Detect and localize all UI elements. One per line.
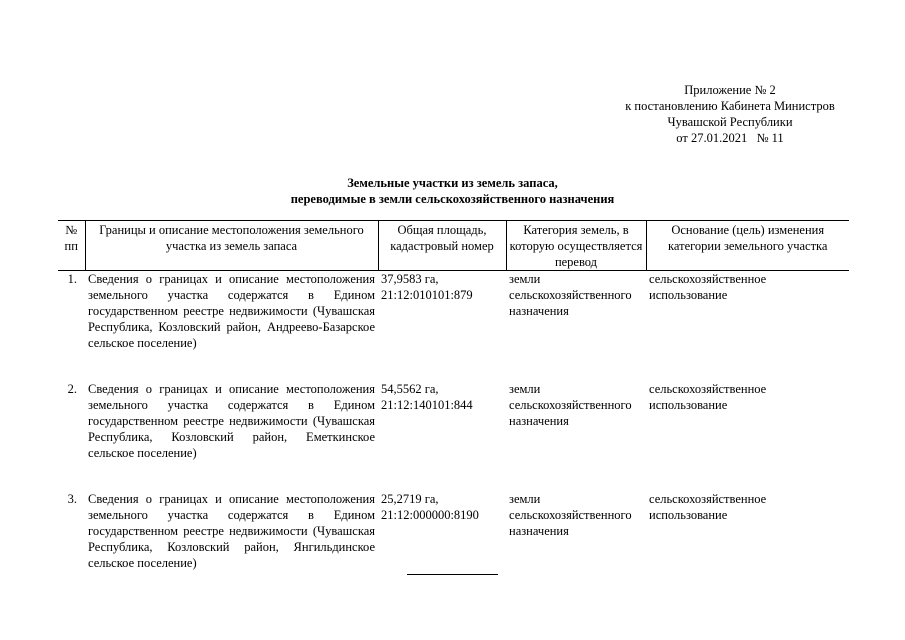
- row-area-value: 54,5562 га,: [381, 382, 439, 396]
- row-area: [378, 271, 506, 352]
- document-title-line1: Земельные участки из земель запаса,: [347, 176, 558, 190]
- row-cadastral-number: 21:12:000000:8190: [381, 508, 479, 522]
- appendix-title: Приложение № 2: [684, 83, 776, 97]
- appendix-header: [600, 82, 860, 146]
- header-area: Общая площадь, кадастровый номер: [378, 221, 506, 271]
- row-number: 3.: [67, 492, 77, 506]
- row-description: Сведения о границах и описание местоположения земельного участка содержатся в Едином государственном реестре недвижимости (Чувашская Республика, Козловский район, Янгильдинское сельское поселение): [88, 492, 375, 570]
- appendix-republic: Чувашской Республики: [667, 115, 793, 129]
- row-basis: сельскохозяйственное использование: [649, 382, 767, 412]
- land-plots-table: [58, 220, 849, 571]
- row-cadastral-number: 21:12:010101:879: [381, 288, 473, 302]
- document-title-line2: переводимые в земли сельскохозяйственного назначения: [290, 192, 615, 206]
- header-basis: Основание (цель) изменения категории земельного участка: [646, 221, 849, 271]
- row-basis: сельскохозяйственное использование: [649, 272, 767, 302]
- row-description: Сведения о границах и описание местоположения земельного участка содержатся в Едином государственном реестре недвижимости (Чувашская Республика, Козловский район, Андреево-Базарское сельское поселение): [88, 272, 375, 350]
- row-category: земли сельскохозяйственного назначения: [509, 492, 632, 538]
- row-spacer: [58, 461, 849, 491]
- appendix-resolution: к постановлению Кабинета Министров: [625, 99, 835, 113]
- row-basis: сельскохозяйственное использование: [649, 492, 767, 522]
- table-header-row: [58, 221, 849, 271]
- header-number: № пп: [58, 221, 85, 271]
- row-category: земли сельскохозяйственного назначения: [509, 382, 632, 428]
- table-row: [58, 381, 849, 461]
- row-area: [378, 381, 506, 461]
- header-category: Категория земель, в которую осуществляется перевод: [506, 221, 646, 271]
- row-number: 2.: [67, 382, 77, 396]
- table-row: [58, 271, 849, 352]
- row-description: Сведения о границах и описание местоположения земельного участка содержатся в Едином государственном реестре недвижимости (Чувашская Республика, Козловский район, Еметкинское сельское поселение): [88, 382, 375, 460]
- row-cadastral-number: 21:12:140101:844: [381, 398, 473, 412]
- row-spacer: [58, 351, 849, 381]
- row-area-value: 37,9583 га,: [381, 272, 439, 286]
- appendix-date: от 27.01.2021 № 11: [676, 131, 784, 145]
- row-area: [378, 491, 506, 571]
- row-number: 1.: [67, 272, 77, 286]
- table-row: [58, 491, 849, 571]
- footer-divider: [407, 574, 498, 575]
- header-description: Границы и описание местоположения земельного участка из земель запаса: [85, 221, 378, 271]
- document-title: [0, 175, 905, 207]
- row-area-value: 25,2719 га,: [381, 492, 439, 506]
- row-category: земли сельскохозяйственного назначения: [509, 272, 632, 318]
